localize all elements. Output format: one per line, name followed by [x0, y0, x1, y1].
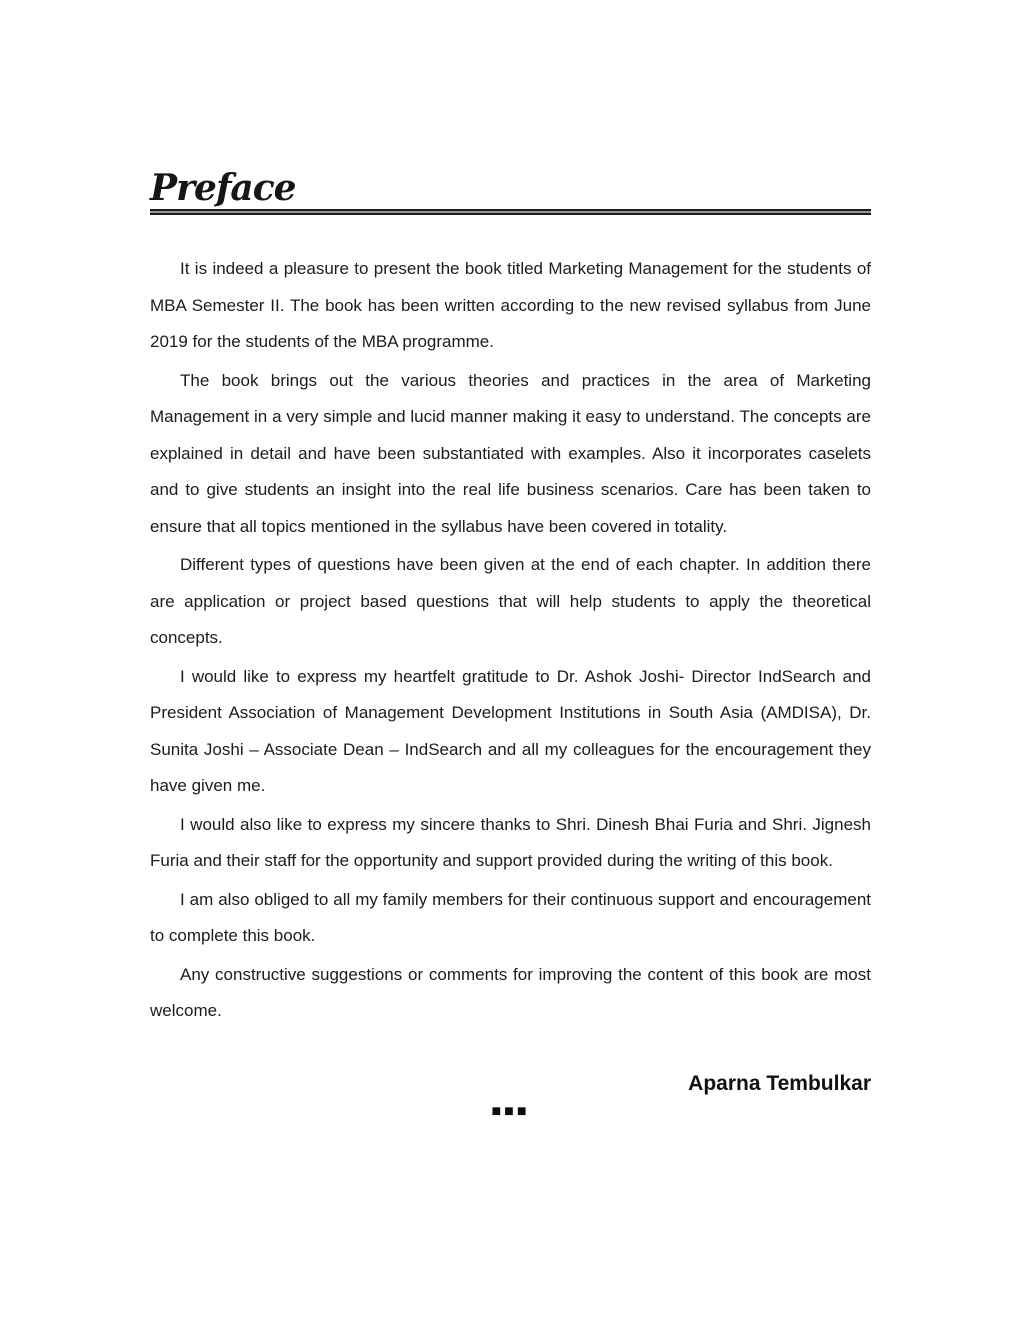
author-signature: Aparna Tembulkar — [688, 1071, 871, 1095]
section-end-squares-icon: ■■■ — [491, 1102, 530, 1120]
paragraph: I would like to express my heartfelt gratitude to Dr. Ashok Joshi- Director IndSearch and President Association of Management Development Institutions in South Asia (AMDISA), Dr. Sunita Joshi – Associate Dean – IndSearch and all my colleagues for the encouragement they have given me. — [150, 666, 871, 795]
paragraph: It is indeed a pleasure to present the book titled Marketing Management for the students of MBA Semester II. The book has been written according to the new revised syllabus from June 2019 for the students of the MBA programme. — [150, 259, 871, 351]
paragraph: I am also obliged to all my family members for their continuous support and encouragement to complete this book. — [150, 889, 871, 945]
page-title: Preface — [150, 167, 296, 209]
paragraph: I would also like to express my sincere thanks to Shri. Dinesh Bhai Furia and Shri. Jignesh Furia and their staff for the opportunity and support provided during the writing of this book. — [150, 814, 871, 870]
paragraph: Any constructive suggestions or comments for improving the content of this book are most welcome. — [150, 964, 871, 1020]
document-content — [150, 168, 871, 1120]
preface-body — [150, 251, 871, 1030]
paragraph: Different types of questions have been given at the end of each chapter. In addition there are application or project based questions that will help students to apply the theoretical concepts. — [150, 555, 871, 647]
title-divider-rule — [150, 209, 871, 215]
paragraph: The book brings out the various theories and practices in the area of Marketing Management in a very simple and lucid manner making it easy to understand. The concepts are explained in detail and have been substantiated with examples. Also it incorporates caselets and to give students an insight into the real life business scenarios. Care has been taken to ensure that all topics mentioned in the syllabus have been covered in totality. — [150, 370, 871, 536]
